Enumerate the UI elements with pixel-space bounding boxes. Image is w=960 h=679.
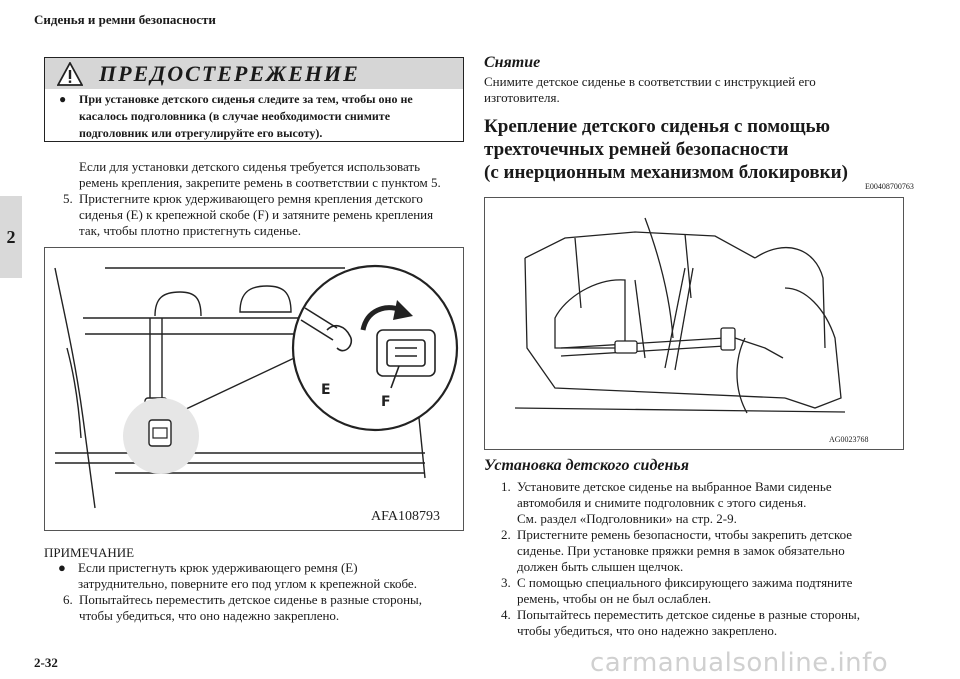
section-header: Сиденья и ремни безопасности [34,12,216,27]
step-number: 4. [501,607,511,622]
warning-line: подголовник или отрегулируйте его высоту). [79,126,323,140]
heading-line: (с инерционным механизмом блокировки) [484,162,848,183]
continuation-paragraph [79,159,469,191]
bullet-icon: ● [59,92,67,106]
step-line: Пристегните ремень безопасности, чтобы закрепить детское [517,527,853,542]
warning-line: При установке детского сиденья следите за тем, чтобы оно не [79,92,413,106]
bullet-icon: ● [58,560,66,575]
step-line: Попытайтесь переместить детское сиденье в разные стороны, [517,607,861,622]
warning-title: ПРЕДОСТЕРЕЖЕНИЕ [99,60,360,86]
figure-code: AFA108793 [371,509,440,524]
step-6 [63,592,473,624]
step-line: С помощью специального фиксирующего зажима подтяните [517,575,853,590]
warning-header [45,58,463,89]
install-heading: Установка детского сиденья [484,457,689,474]
mount-heading [484,115,934,184]
step-number: 1. [501,479,511,494]
paragraph-line: Снимите детское сиденье в соответствии с инструкцией его [484,74,816,89]
heading-line: Крепление детского сиденья с помощью [484,116,831,137]
tether-hook-illustration [45,248,463,530]
install-step-2 [501,527,941,575]
label-f: F [381,394,391,410]
step-line: должен быть слышен щелчок. [517,559,684,574]
section-code: E00408700763 [865,182,914,191]
install-step-3 [501,575,941,607]
install-step-1 [501,479,941,527]
watermark-text: carmanualsonline.info [590,648,889,678]
paragraph-line: Если для установки детского сиденья требуется использовать [79,159,421,174]
page-number: 2-32 [34,655,58,670]
note-body [58,560,468,592]
step-line: чтобы убедиться, что оно надежно закреплено. [79,608,340,623]
label-e: E [321,382,331,398]
step-line: сиденья (E) к крепежной скобе (F) и затяните ремень крепления [79,207,434,222]
chapter-tab: 2 [0,196,22,278]
step-line: автомобиля и снимите подголовник с этого сиденья. [517,495,807,510]
step-line: Установите детское сиденье на выбранное Вами сиденье [517,479,832,494]
warning-line: касалось подголовника (в случае необходимости снимите [79,109,391,123]
figure-three-point-belt [484,197,904,450]
step-line: См. раздел «Подголовники» на стр. 2-9. [517,511,737,526]
removal-heading: Снятие [484,54,541,71]
step-line: Попытайтесь переместить детское сиденье в разные стороны, [79,592,423,607]
heading-line: трехточечных ремней безопасности [484,139,789,160]
note-title: ПРИМЕЧАНИЕ [44,545,135,560]
step-line: сиденье. При установке пряжки ремня в замок обязательно [517,543,845,558]
removal-paragraph [484,74,924,106]
step-number: 3. [501,575,511,590]
step-line: чтобы убедиться, что оно надежно закреплено. [517,623,778,638]
figure-code: AG0023768 [829,435,869,444]
step-5 [63,191,473,239]
figure-tether-hook [44,247,464,531]
note-line: затруднительно, поверните его под углом к крепежной скобе. [78,576,417,591]
step-line: ремень, чтобы он не был ослаблен. [517,591,712,606]
step-line: Пристегните крюк удерживающего ремня крепления детского [79,191,423,206]
install-step-4 [501,607,941,639]
step-number: 5. [63,191,73,206]
paragraph-line: ремень крепления, закрепите ремень в соответствии с пунктом 5. [79,175,441,190]
step-number: 2. [501,527,511,542]
warning-box [44,57,464,142]
paragraph-line: изготовителя. [484,90,560,105]
step-number: 6. [63,592,73,607]
step-line: так, чтобы плотно пристегнуть сиденье. [79,223,302,238]
note-line: Если пристегнуть крюк удерживающего ремня (E) [78,560,358,575]
three-point-belt-illustration [485,198,903,449]
warning-triangle-icon [57,62,83,86]
